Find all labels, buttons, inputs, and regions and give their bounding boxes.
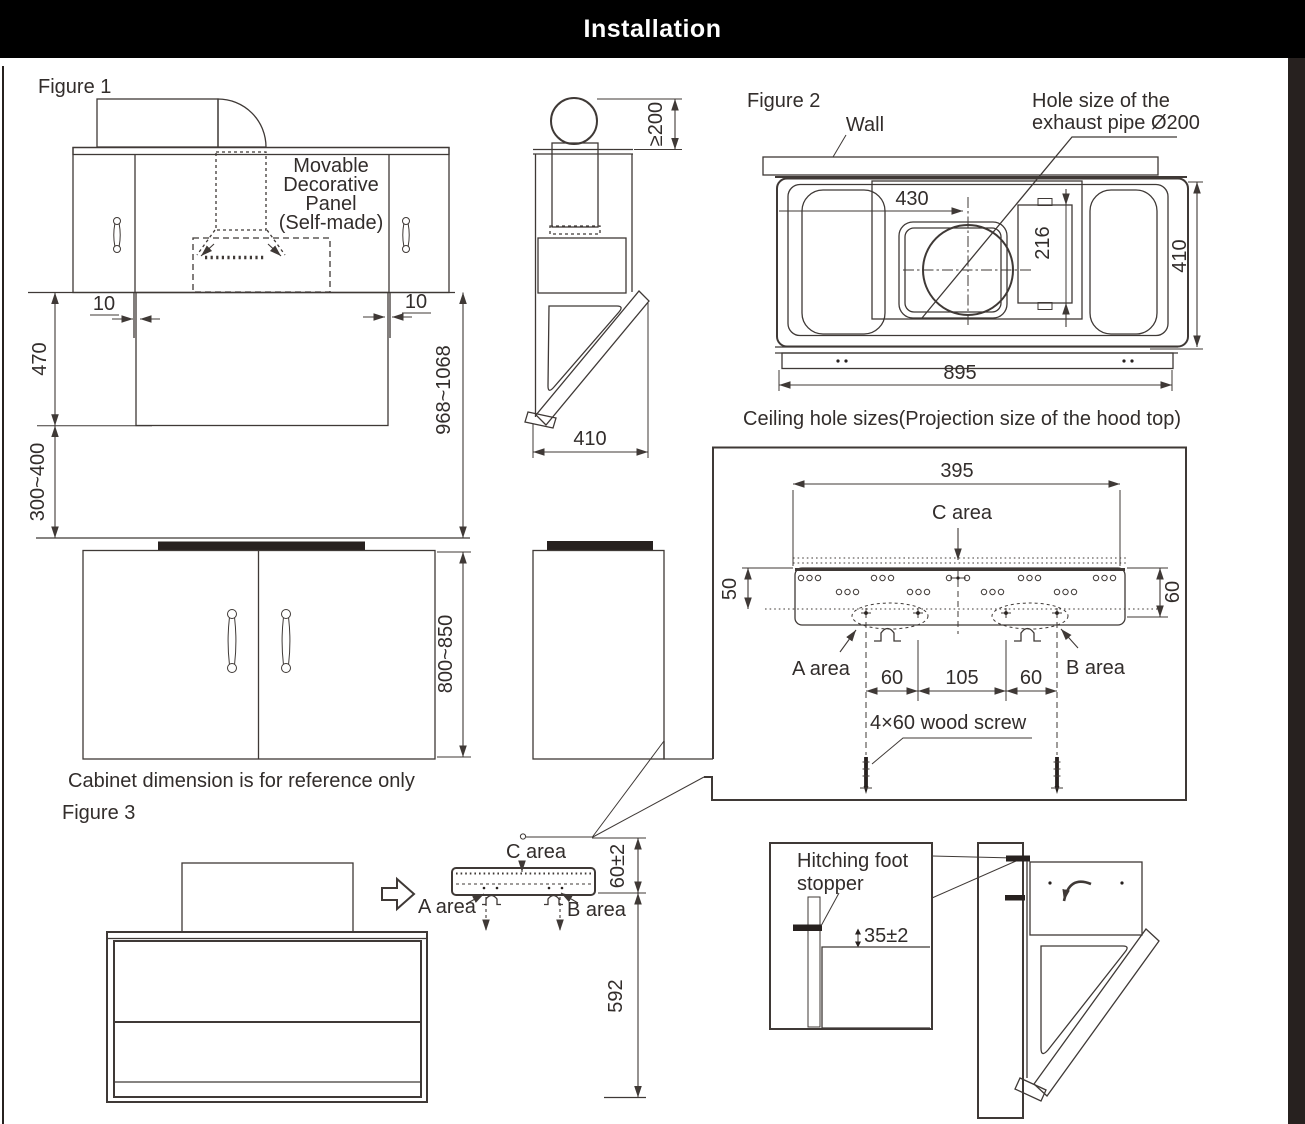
wall-label: Wall bbox=[845, 114, 885, 136]
dim-gap-right bbox=[363, 291, 431, 317]
callout-arrow-icon bbox=[382, 879, 414, 909]
figure2-caption: Ceiling hole sizes(Projection size of the hood top) bbox=[743, 408, 1182, 430]
hole-note-line1: Hole size of the bbox=[1032, 90, 1170, 112]
hitching-foot-detail bbox=[770, 843, 1016, 1029]
a-area-label-fig3: A area bbox=[418, 896, 476, 918]
svg-text:10: 10 bbox=[404, 291, 428, 313]
hood-top-corner bbox=[822, 947, 930, 1028]
b-area-arrow bbox=[1061, 629, 1078, 648]
hitch-note-line1: Hitching foot bbox=[797, 850, 909, 872]
hitching-hook-mini bbox=[482, 896, 501, 905]
wood-screw-icon bbox=[1051, 757, 1063, 794]
dim-410-side: 410 bbox=[573, 428, 607, 450]
page-left-border bbox=[2, 66, 4, 1124]
page-right-edge-bar bbox=[1288, 58, 1305, 1124]
page-title-bar bbox=[0, 0, 1305, 58]
ext-line bbox=[597, 99, 682, 150]
dim-300-400: 300~400 bbox=[27, 442, 49, 522]
hood-body-front bbox=[107, 932, 427, 1102]
detail-leaders bbox=[932, 856, 1016, 898]
lower-cabinet bbox=[83, 551, 435, 760]
hole-note-line2: exhaust pipe Ø200 bbox=[1032, 112, 1200, 134]
flexible-duct-icon bbox=[97, 99, 266, 230]
dim-216: 216 bbox=[1032, 226, 1054, 260]
panel-note-line1: Movable bbox=[293, 155, 369, 177]
detail-panel-notch bbox=[664, 741, 713, 759]
ceiling-dotted-lines bbox=[793, 558, 1127, 563]
panel-note-line2: Decorative bbox=[283, 174, 379, 196]
wood-screw-note: 4×60 wood screw bbox=[870, 712, 1027, 734]
duct-elbow-icon bbox=[551, 98, 597, 144]
hood-chimney-front bbox=[182, 863, 353, 932]
hood-foot-hung bbox=[1015, 1078, 1046, 1101]
b-area-label: B area bbox=[1066, 657, 1125, 679]
wood-screw-icon bbox=[860, 757, 872, 794]
wall-screw-icon bbox=[1006, 856, 1030, 862]
figure2-label: Figure 2 bbox=[747, 90, 821, 112]
c-area-label-fig3: C area bbox=[505, 841, 567, 863]
gap-lines bbox=[134, 293, 390, 339]
page-title: Installation bbox=[583, 14, 722, 43]
dim-60-right-span: 60 bbox=[1019, 667, 1043, 689]
hitch-note-line2: stopper bbox=[797, 873, 864, 895]
duct-side bbox=[552, 143, 598, 227]
self-made-panel-outline bbox=[193, 238, 330, 292]
figure1-label: Figure 1 bbox=[38, 76, 112, 98]
hood-cavity-hung bbox=[1041, 946, 1127, 1054]
dim-395: 395 bbox=[940, 460, 974, 482]
mounting-bar bbox=[795, 568, 1125, 625]
hood-top-outline bbox=[777, 179, 1188, 347]
dim-430: 430 bbox=[895, 188, 929, 210]
panel-note-line3: Panel bbox=[305, 193, 357, 215]
wall-section-hatched bbox=[808, 897, 820, 1027]
door-handle-icon bbox=[114, 218, 121, 253]
front-band bbox=[775, 347, 1178, 353]
figure1-front-elevation bbox=[27, 76, 471, 824]
dim-470: 470 bbox=[29, 342, 51, 376]
hood-side-view bbox=[525, 98, 682, 759]
b-area-label-fig3: B area bbox=[567, 899, 626, 921]
figure3-hood-front bbox=[107, 838, 646, 1102]
right-vent-slot bbox=[1090, 190, 1157, 334]
wood-screw-leader bbox=[872, 738, 1032, 764]
dim-50: 50 bbox=[719, 577, 741, 601]
wall-brick-strip bbox=[763, 157, 1158, 175]
dim-800-850: 800~850 bbox=[435, 614, 457, 694]
wall-screw-icon bbox=[1005, 895, 1025, 901]
figure2-top-view bbox=[743, 90, 1203, 430]
svg-text:10: 10 bbox=[92, 293, 116, 315]
wall-strip bbox=[978, 843, 1023, 1118]
c-area-label: C area bbox=[931, 502, 993, 524]
hitching-hook bbox=[874, 629, 901, 642]
dim-35pm2: 35±2 bbox=[864, 925, 909, 947]
dim-ge200: ≥200 bbox=[645, 101, 667, 147]
mounting-bar-mini bbox=[452, 868, 595, 895]
door-handle-icon bbox=[228, 610, 237, 673]
hood-top-edge bbox=[533, 150, 633, 155]
dim-410-fig2: 410 bbox=[1169, 239, 1191, 273]
detail-connector-lines bbox=[526, 741, 704, 838]
detail-panel-border bbox=[704, 448, 1186, 801]
figure1-caption: Cabinet dimension is for reference only bbox=[68, 770, 415, 792]
door-handle-icon bbox=[403, 218, 410, 253]
dim-105: 105 bbox=[945, 667, 979, 689]
panel-note bbox=[279, 155, 383, 234]
front-strip bbox=[782, 353, 1173, 369]
dim-60-right: 60 bbox=[1162, 580, 1184, 604]
installation-diagram bbox=[0, 58, 1305, 1124]
hitching-foot-icon bbox=[793, 925, 822, 932]
hook-down-arrow-icon bbox=[1064, 882, 1091, 901]
dim-592: 592 bbox=[605, 979, 627, 1013]
hood-chimney-box bbox=[136, 293, 388, 426]
hood-upper-box bbox=[1030, 862, 1142, 935]
dim-895: 895 bbox=[943, 362, 977, 384]
hood-body-box bbox=[538, 238, 626, 293]
hood-body-inner bbox=[114, 941, 421, 1097]
duct-flange bbox=[197, 230, 285, 255]
hood-glass-panel-hung bbox=[1034, 929, 1159, 1096]
dim-gap-left bbox=[90, 293, 160, 319]
panel-note-line4: (Self-made) bbox=[278, 212, 384, 234]
hood-glass-panel bbox=[536, 291, 649, 425]
dim-60-left-span: 60 bbox=[880, 667, 904, 689]
hitching-hook bbox=[1014, 629, 1041, 642]
countertop-bar-side bbox=[547, 541, 653, 551]
a-area-label: A area bbox=[792, 658, 850, 680]
figure3-label: Figure 3 bbox=[62, 802, 136, 824]
mount-detail-panel bbox=[520, 448, 1186, 840]
door-handle-icon bbox=[282, 610, 291, 673]
a-area-arrow bbox=[840, 630, 856, 652]
lower-cabinet-side bbox=[533, 551, 664, 760]
wall-leader bbox=[833, 135, 846, 157]
hitch-leader bbox=[821, 893, 839, 926]
upper-cabinet bbox=[73, 148, 449, 293]
hood-hanging-side-view bbox=[978, 843, 1159, 1118]
c-area-marker bbox=[520, 834, 525, 839]
dim-60pm2: 60±2 bbox=[607, 843, 629, 889]
dim-968-1068: 968~1068 bbox=[433, 345, 455, 435]
countertop-bar bbox=[158, 542, 365, 551]
